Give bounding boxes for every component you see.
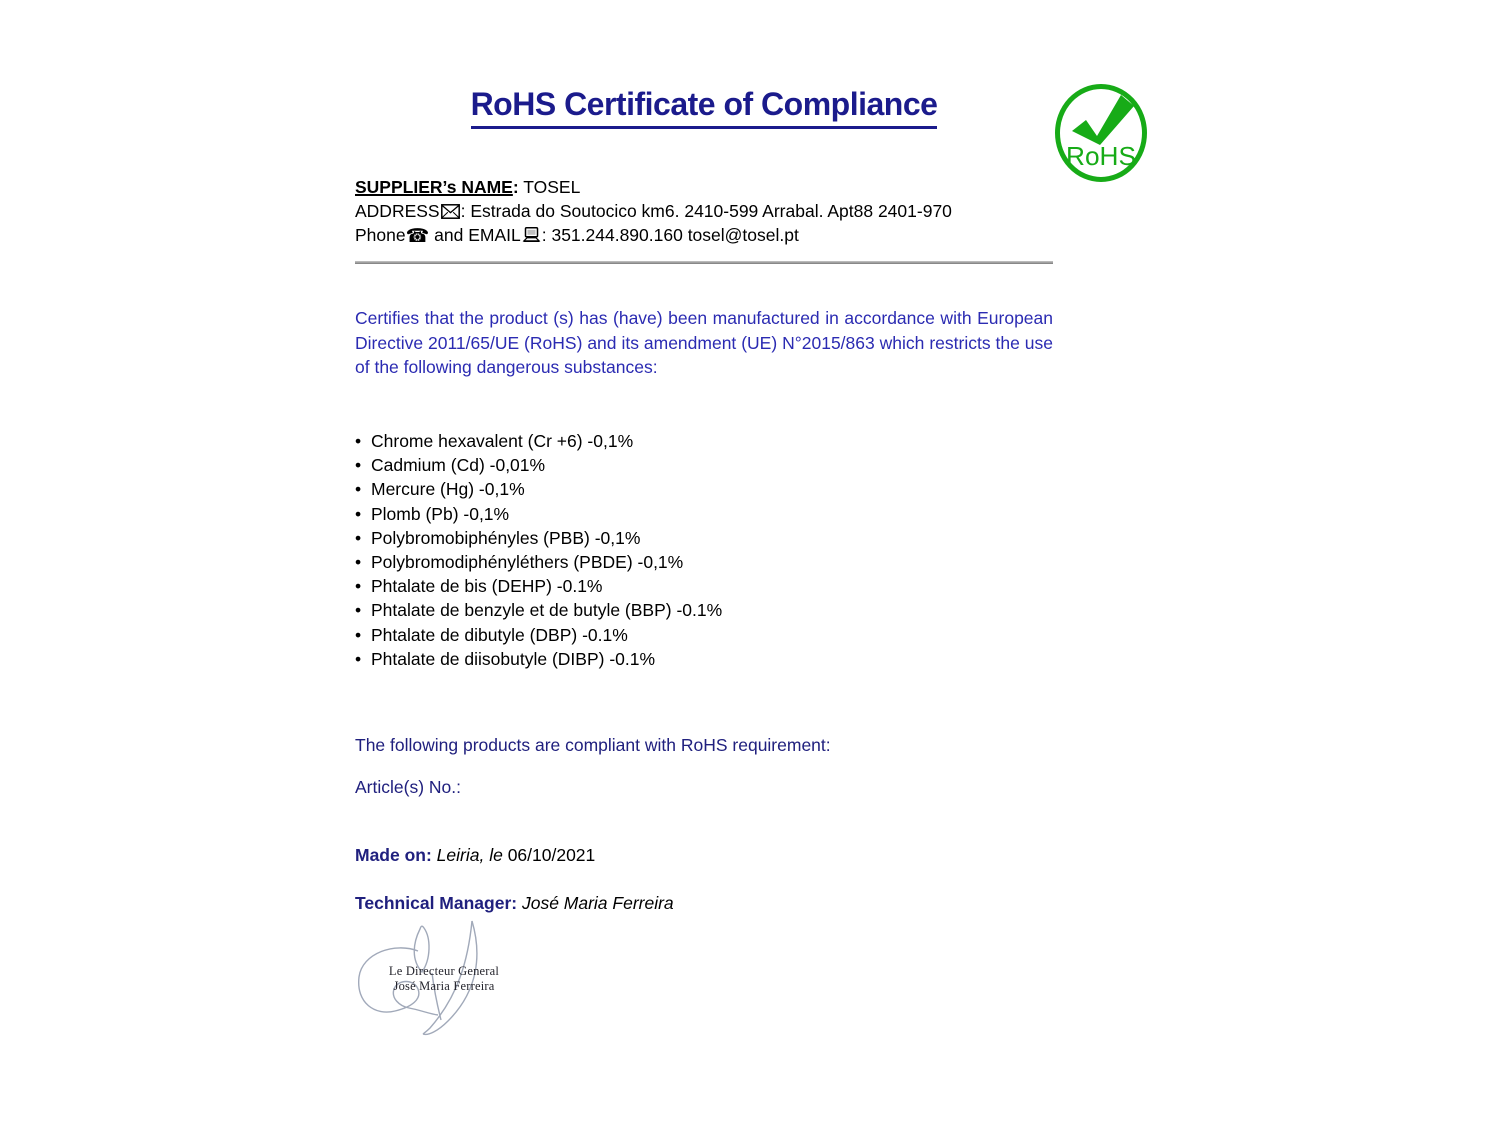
computer-icon bbox=[522, 227, 541, 243]
made-on-label: Made on: bbox=[355, 845, 432, 865]
bullet-icon: • bbox=[355, 527, 362, 548]
compliance-line: The following products are compliant with RoHS requirement: bbox=[355, 735, 831, 755]
substance-item bbox=[355, 623, 1053, 647]
technical-manager-line bbox=[355, 893, 674, 914]
envelope-icon bbox=[441, 204, 460, 219]
article-line: Article(s) No.: bbox=[355, 777, 461, 797]
made-on-date: 06/10/2021 bbox=[507, 845, 596, 865]
substance-item bbox=[355, 429, 1053, 453]
address-value: : Estrada do Soutocico km6. 2410-599 Arrabal. Apt88 2401-970 bbox=[460, 201, 952, 221]
signature-line1: Le Directeur General bbox=[388, 964, 500, 978]
supplier-name-value: TOSEL bbox=[518, 177, 581, 197]
made-on-place: Leiria, le bbox=[431, 845, 508, 865]
substances-list bbox=[355, 429, 1053, 671]
checkmark-icon bbox=[1072, 95, 1134, 145]
substance-item bbox=[355, 598, 1053, 622]
substance-text: Phtalate de diisobutyle (DIBP) -0.1% bbox=[371, 648, 656, 669]
bullet-icon: • bbox=[355, 624, 362, 645]
signature-line2: José Maria Ferreira bbox=[393, 978, 495, 993]
logo-text: RoHS bbox=[1066, 141, 1136, 171]
substance-text: Chrome hexavalent (Cr +6) -0,1% bbox=[371, 431, 634, 451]
substance-item bbox=[355, 502, 1053, 526]
bullet-icon: • bbox=[355, 431, 362, 451]
bullet-icon: • bbox=[355, 576, 362, 597]
bullet-icon: • bbox=[355, 552, 362, 573]
bullet-icon: • bbox=[355, 600, 362, 621]
substance-item bbox=[355, 550, 1053, 574]
substance-item bbox=[355, 526, 1053, 550]
substance-text: Polybromodiphényléthers (PBDE) -0,1% bbox=[371, 552, 684, 573]
bullet-icon: • bbox=[355, 503, 362, 524]
technical-manager-label: Technical Manager: bbox=[355, 893, 518, 913]
supplier-phone-line bbox=[355, 223, 1075, 247]
bullet-icon: • bbox=[355, 479, 362, 500]
certifies-paragraph: Certifies that the product (s) has (have) been manufactured in accordance with European Directive 2011/65/UE (RoHS) and its amendment (UE) N°2015/863 which restricts the use of the following dangerous substances: bbox=[355, 308, 1053, 377]
substance-item bbox=[355, 477, 1053, 501]
rohs-logo-graphic bbox=[1053, 83, 1149, 184]
substance-item bbox=[355, 453, 1053, 477]
phone-email-value: : 351.244.890.160 tosel@tosel.pt bbox=[541, 225, 799, 245]
supplier-name-colon: : bbox=[512, 177, 519, 197]
substance-text: Cadmium (Cd) -0,01% bbox=[371, 455, 546, 476]
phone-label: Phone bbox=[355, 225, 406, 245]
substance-text: Phtalate de dibutyle (DBP) -0.1% bbox=[371, 624, 628, 645]
bullet-icon: • bbox=[355, 648, 362, 669]
phone-icon: ☎ bbox=[405, 226, 430, 247]
substance-item bbox=[355, 647, 1053, 671]
supplier-block bbox=[355, 175, 1075, 247]
substance-text: Plomb (Pb) -0,1% bbox=[371, 503, 510, 524]
substance-text: Phtalate de bis (DEHP) -0.1% bbox=[371, 576, 603, 597]
technical-manager-name: José Maria Ferreira bbox=[517, 893, 674, 913]
substance-item bbox=[355, 574, 1053, 598]
page-title: RoHS Certificate of Compliance bbox=[471, 86, 938, 129]
supplier-address-line bbox=[355, 199, 1075, 223]
separator-line bbox=[355, 261, 1053, 264]
address-label: ADDRESS bbox=[355, 201, 440, 221]
substance-text: Polybromobiphényles (PBB) -0,1% bbox=[371, 527, 641, 548]
title-wrap bbox=[355, 86, 1053, 129]
signature-text bbox=[381, 964, 507, 993]
substance-text: Mercure (Hg) -0,1% bbox=[371, 479, 525, 500]
made-on-line bbox=[355, 845, 595, 866]
supplier-name-line bbox=[355, 175, 1075, 199]
supplier-name-label: SUPPLIER’s NAME bbox=[355, 177, 513, 197]
rohs-logo bbox=[1053, 83, 1149, 184]
bullet-icon: • bbox=[355, 455, 362, 476]
substance-text: Phtalate de benzyle et de butyle (BBP) -0.1% bbox=[371, 600, 723, 621]
email-label: and EMAIL bbox=[429, 225, 521, 245]
